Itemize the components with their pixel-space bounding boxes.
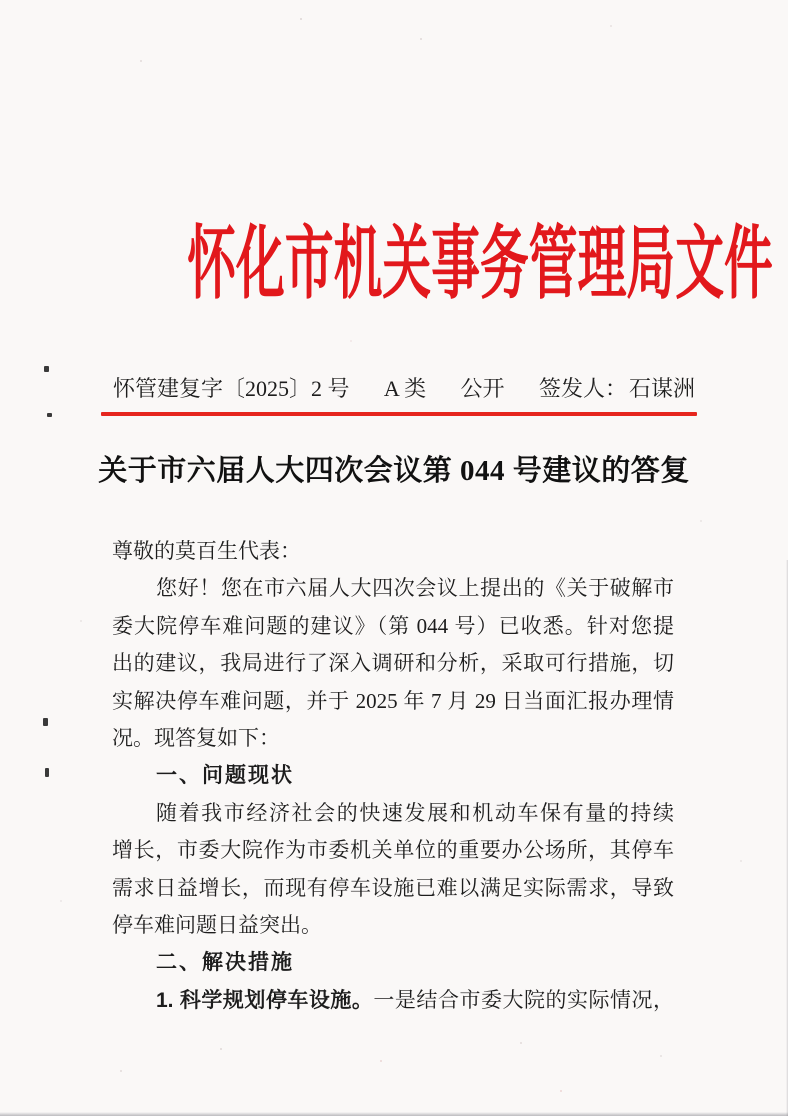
body-line: 实解决停车难问题，并于 2025 年 7 月 29 日当面汇报办理情 (112, 688, 674, 713)
scan-speck (45, 768, 49, 777)
measure-text: 一是结合市委大院的实际情况， (373, 987, 675, 1012)
body-line: 出的建议，我局进行了深入调研和分析，采取可行措施，切 (112, 651, 674, 676)
document-title: 关于市六届人大四次会议第 044 号建议的答复 (98, 455, 690, 487)
section-heading-1: 一、问题现状 (156, 764, 294, 788)
document-body (112, 533, 674, 1019)
measure-heading-bold: 1. 科学规划停车设施。 (156, 988, 374, 1012)
scan-noise (0, 0, 2, 2)
body-line: 随着我市经济社会的快速发展和机动车保有量的持续 (156, 800, 674, 825)
agency-title: 怀化市机关事务管理局文件 (187, 221, 773, 309)
doc-category: A 类 (383, 376, 427, 401)
body-line: 况。现答复如下： (112, 726, 280, 751)
salutation-line: 尊敬的莫百生代表： (112, 539, 301, 563)
scan-speck (44, 366, 49, 372)
signer-name: 石谋洲 (628, 376, 695, 401)
body-line: 需求日益增长，而现有停车设施已难以满足实际需求，导致 (112, 875, 674, 900)
masthead (0, 222, 788, 308)
doc-number: 怀管建复字〔2025〕2 号 (113, 376, 350, 401)
body-line: 停车难问题日益突出。 (112, 913, 322, 938)
scan-speck (43, 718, 48, 726)
scan-speck (47, 413, 52, 417)
body-line-mixed (112, 982, 674, 1019)
doc-publicity: 公开 (460, 376, 505, 401)
signer (539, 372, 695, 403)
body-line: 您好！您在市六届人大四次会议上提出的《关于破解市 (156, 576, 674, 601)
section-heading-2: 二、解决措施 (156, 951, 294, 975)
signer-label: 签发人： (538, 376, 627, 401)
red-separator-line (101, 412, 697, 416)
body-line: 增长，市委大院作为市委机关单位的重要办公场所，其停车 (112, 838, 674, 863)
body-line: 委大院停车难问题的建议》（第 044 号）已收悉。针对您提 (112, 613, 674, 638)
scan-bottom-edge (0, 1112, 788, 1116)
doc-meta-row (113, 372, 695, 403)
